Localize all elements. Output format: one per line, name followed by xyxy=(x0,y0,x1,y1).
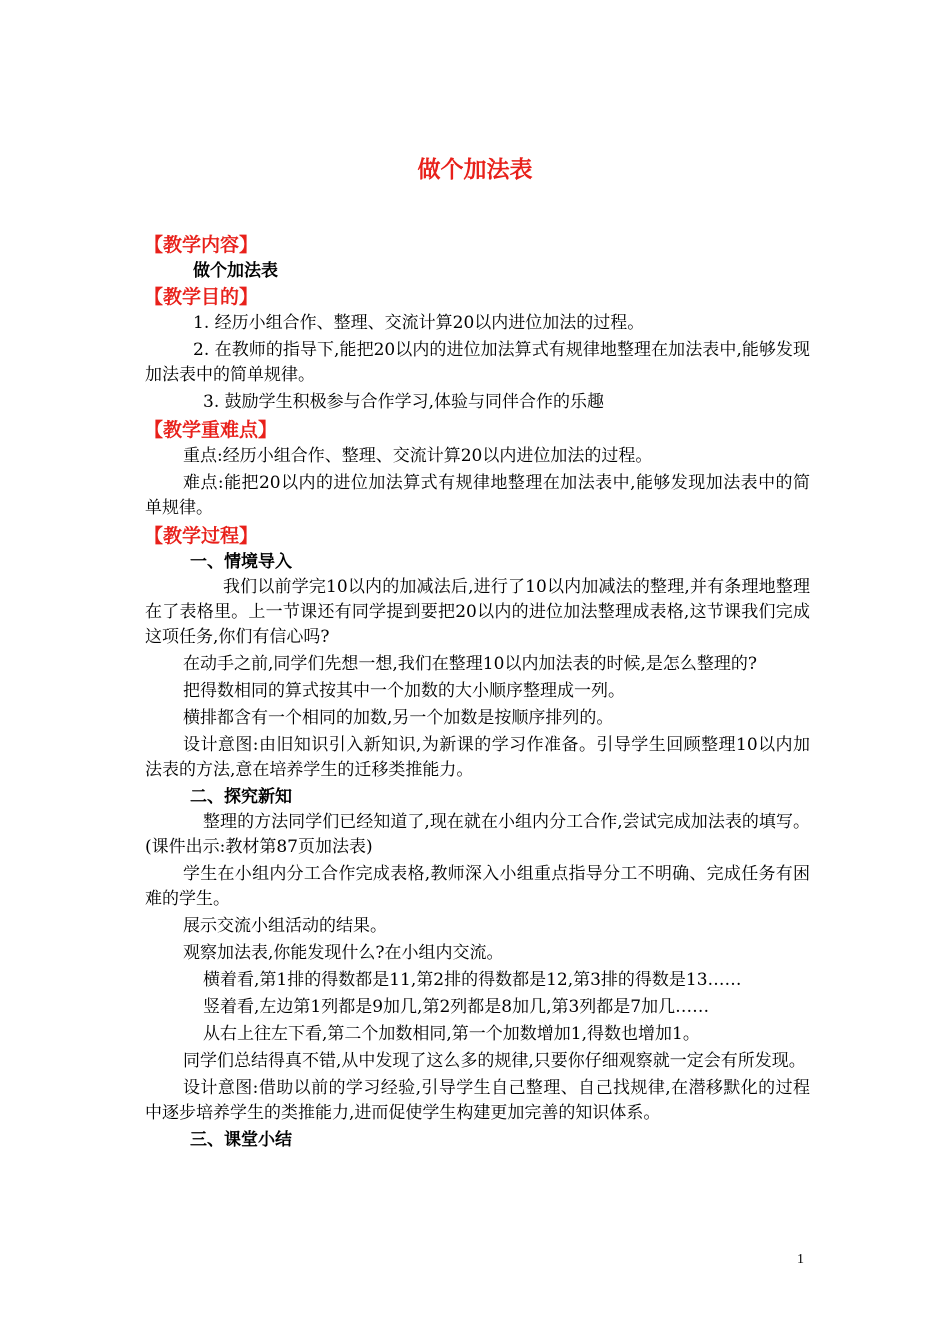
part2-paragraph: 观察加法表,你能发现什么?在小组内交流。 xyxy=(183,943,504,963)
content-text: 做个加法表 xyxy=(193,261,278,281)
part1-paragraph: 我们以前学完10以内的加减法后,进行了10以内加减法的整理,并有条理地整理在了表格里。上一节课还有同学提到要把20以内的进位加法整理成表格,这节课我们完成这项任务,你们有信心吗? xyxy=(145,577,810,647)
part2-paragraph: 竖着看,左边第1列都是9加几,第2列都是8加几,第3列都是7加几…… xyxy=(203,997,710,1017)
goal-item-3: 3. 鼓励学生积极参与合作学习,体验与同伴合作的乐趣 xyxy=(203,392,605,412)
document-body xyxy=(145,232,810,1153)
page-number: 1 xyxy=(797,1252,804,1267)
part2-heading: 二、探究新知 xyxy=(190,787,292,807)
keypoint-text: 重点:经历小组合作、整理、交流计算20以内进位加法的过程。 xyxy=(183,446,653,466)
part1-paragraph: 在动手之前,同学们先想一想,我们在整理10以内加法表的时候,是怎么整理的? xyxy=(183,654,757,674)
part2-paragraph: 横着看,第1排的得数都是11,第2排的得数都是12,第3排的得数是13…… xyxy=(203,970,742,990)
part3-heading: 三、课堂小结 xyxy=(190,1130,292,1150)
goal-item-1: 1. 经历小组合作、整理、交流计算20以内进位加法的过程。 xyxy=(193,313,645,333)
difficulty-text: 难点:能把20以内的进位加法算式有规律地整理在加法表中,能够发现加法表中的简单规律。 xyxy=(145,473,810,518)
part2-paragraph: 整理的方法同学们已经知道了,现在就在小组内分工合作,尝试完成加法表的填写。(课件出示:教材第87页加法表) xyxy=(145,812,810,857)
goal-item-2: 2. 在教师的指导下,能把20以内的进位加法算式有规律地整理在加法表中,能够发现加法表中的简单规律。 xyxy=(145,340,810,385)
document-title: 做个加法表 xyxy=(417,157,533,183)
part2-paragraph: 从右上往左下看,第二个加数相同,第一个加数增加1,得数也增加1。 xyxy=(203,1024,700,1044)
part1-paragraph: 横排都含有一个相同的加数,另一个加数是按顺序排列的。 xyxy=(183,708,614,728)
part2-paragraph: 展示交流小组活动的结果。 xyxy=(183,916,387,936)
section-heading-content: 【教学内容】 xyxy=(144,234,259,256)
part1-paragraph: 把得数相同的算式按其中一个加数的大小顺序整理成一列。 xyxy=(183,681,625,701)
part2-paragraph: 学生在小组内分工合作完成表格,教师深入小组重点指导分工不明确、完成任务有困难的学生。 xyxy=(145,864,810,909)
part1-design-intent: 设计意图:由旧知识引入新知识,为新课的学习作准备。引导学生回顾整理10以内加法表的方法,意在培养学生的迁移类推能力。 xyxy=(145,735,810,780)
part2-design-intent: 设计意图:借助以前的学习经验,引导学生自己整理、自己找规律,在潜移默化的过程中逐步培养学生的类推能力,进而促使学生构建更加完善的知识体系。 xyxy=(145,1078,810,1123)
section-heading-keypoints: 【教学重难点】 xyxy=(144,419,278,441)
section-heading-process: 【教学过程】 xyxy=(144,525,259,547)
part2-paragraph: 同学们总结得真不错,从中发现了这么多的规律,只要你仔细观察就一定会有所发现。 xyxy=(183,1051,806,1071)
part1-heading: 一、情境导入 xyxy=(190,552,292,572)
section-heading-goals: 【教学目的】 xyxy=(144,286,259,308)
